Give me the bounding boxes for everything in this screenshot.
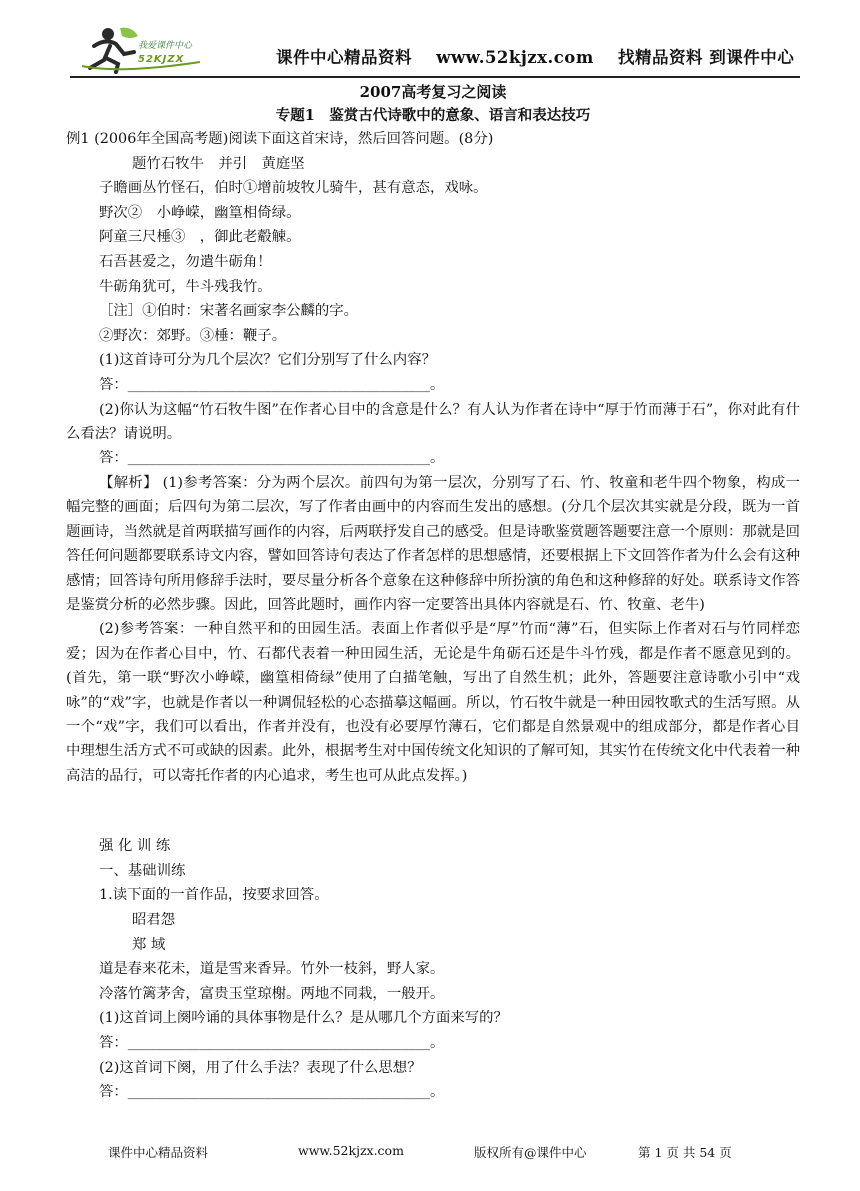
poem-line: 牛砺角犹可，牛斗残我竹。 xyxy=(99,278,272,295)
question-1: (1)这首诗可分为几个层次？它们分别写了什么内容？ xyxy=(99,352,436,369)
header-brand: 课件中心精品资料 xyxy=(276,48,412,67)
header-url: www.52kjzx.com xyxy=(436,48,594,67)
footer-copyright: 版权所有@课件中心 xyxy=(474,1145,587,1160)
ci-title: 昭君怨 xyxy=(132,912,176,928)
section-heading: 强 化 训 练 xyxy=(99,838,171,855)
spacer xyxy=(66,788,800,834)
subsection-heading: 一、基础训练 xyxy=(99,862,186,879)
site-logo xyxy=(80,24,210,74)
svg-text:我爱课件中心: 我爱课件中心 xyxy=(138,41,193,51)
question-2: (2)你认为这幅“竹石牧牛图”在作者心目中的含意是什么？有人认为作者在诗中“厚于竹而薄于石”，你对此有什么看法？请说明。 xyxy=(66,401,800,442)
exercise-question-1: (1)这首词上阕吟诵的具体事物是什么？是从哪几个方面来写的？ xyxy=(99,1010,508,1027)
ci-line: 道是春来花未，道是雪来香异。竹外一枝斜，野人家。 xyxy=(99,961,445,978)
header-divider xyxy=(70,76,800,78)
exercise-intro: 1.读下面的一首作品，按要求回答。 xyxy=(99,887,329,904)
example-intro: 例1 (2006年全国高考题)阅读下面这首宋诗，然后回答问题。(8分) xyxy=(66,131,494,147)
running-man-logo-icon xyxy=(80,24,210,74)
poem-line: 阿童三尺棰③ ，御此老觳觫。 xyxy=(99,229,301,246)
answer-blank-1: 答：__________________________________________。 xyxy=(99,376,445,393)
poem-note: ②野次：郊野。③棰：鞭子。 xyxy=(99,327,287,344)
ci-line: 冷落竹篱茅舍，富贵玉堂琼榭。两地不同栽，一般开。 xyxy=(99,985,445,1002)
poem-line: 野次② 小峥嵘，幽篁相倚绿。 xyxy=(99,204,301,221)
header-banner xyxy=(276,44,812,68)
exercise-question-2: (2)这首词下阕，用了什么手法？表现了什么思想？ xyxy=(99,1059,422,1076)
poem-title: 题竹石牧牛 并引 黄庭坚 xyxy=(132,155,305,172)
footer-brand: 课件中心精品资料 xyxy=(108,1145,209,1160)
ci-author: 郑 域 xyxy=(132,936,166,953)
poem-note: ［注］①伯时：宋著名画家李公麟的字。 xyxy=(99,303,359,320)
poem-preface: 子瞻画丛竹怪石，伯时①增前坡牧儿骑牛，甚有意态，戏咏。 xyxy=(99,180,488,197)
exercise-answer-2: 答：__________________________________________。 xyxy=(99,1084,445,1101)
svg-text:52KJZX: 52KJZX xyxy=(138,54,185,65)
document-body xyxy=(66,80,800,1105)
header-slogan: 找精品资料 到课件中心 xyxy=(618,48,795,67)
poem-line: 石吾甚爱之，勿遣牛砺角！ xyxy=(99,253,272,270)
page-header xyxy=(70,22,800,78)
exercise-answer-1: 答：__________________________________________。 xyxy=(99,1034,445,1051)
answer-blank-2: 答：__________________________________________。 xyxy=(99,450,445,467)
analysis-1: 【解析】 (1)参考答案：分为两个层次。前四句为第一层次，分别写了石、竹、牧童和老牛四个物象，构成一幅完整的画面；后四句为第二层次，写了作者由画中的内容而生发出的感想。(分几个层次其实就是分段，既为一首题画诗，当然就是首两联描写画作的内容，后两联抒发自己的感受。但是诗歌鉴赏题答题要注意一个原则：那就是回答任何问题都要联系诗文内容，譬如回答诗句表达了作者怎样的思想感情，还要根据上下文回答作者为什么会有这种感情；回答诗句所用修辞手法时，要尽量分析各个意象在这种修辞中所扮演的角色和这种修辞的好处。联系诗文作答是鉴赏分析的必然步骤。因此，回答此题时，画作内容一定要答出具体内容就是石、竹、牧童、老牛) xyxy=(66,474,800,613)
doc-title: 2007高考复习之阅读 xyxy=(359,83,507,101)
page-number: 第 1 页 共 54 页 xyxy=(638,1145,732,1160)
footer-url: www.52kjzx.com xyxy=(298,1143,404,1158)
doc-subtitle: 专题1 鉴赏古代诗歌中的意象、语言和表达技巧 xyxy=(275,107,591,124)
analysis-2: (2)参考答案：一种自然平和的田园生活。表面上作者似乎是“厚”竹而“薄”石，但实际上作者对石与竹同样恋爱；因为在作者心目中，竹、石都代表着一种田园生活，无论是牛角砺石还是牛斗竹残，都是作者不愿意见到的。(首先，第一联“野次小峥嵘，幽篁相倚绿”使用了白描笔触，写出了自然生机；此外，答题要注意诗歌小引中“戏咏”的“戏”字，也就是作者以一种调侃轻松的心态描摹这幅画。所以，竹石牧牛就是一种田园牧歌式的生活写照。从一个“戏”字，我们可以看出，作者并没有，也没有必要厚竹薄石，它们都是自然景观中的组成部分，都是作者心目中理想生活方式不可或缺的因素。此外，根据考生对中国传统文化知识的了解可知，其实竹在传统文化中代表着一种高洁的品行，可以寄托作者的内心追求，考生也可从此点发挥。) xyxy=(66,621,800,784)
